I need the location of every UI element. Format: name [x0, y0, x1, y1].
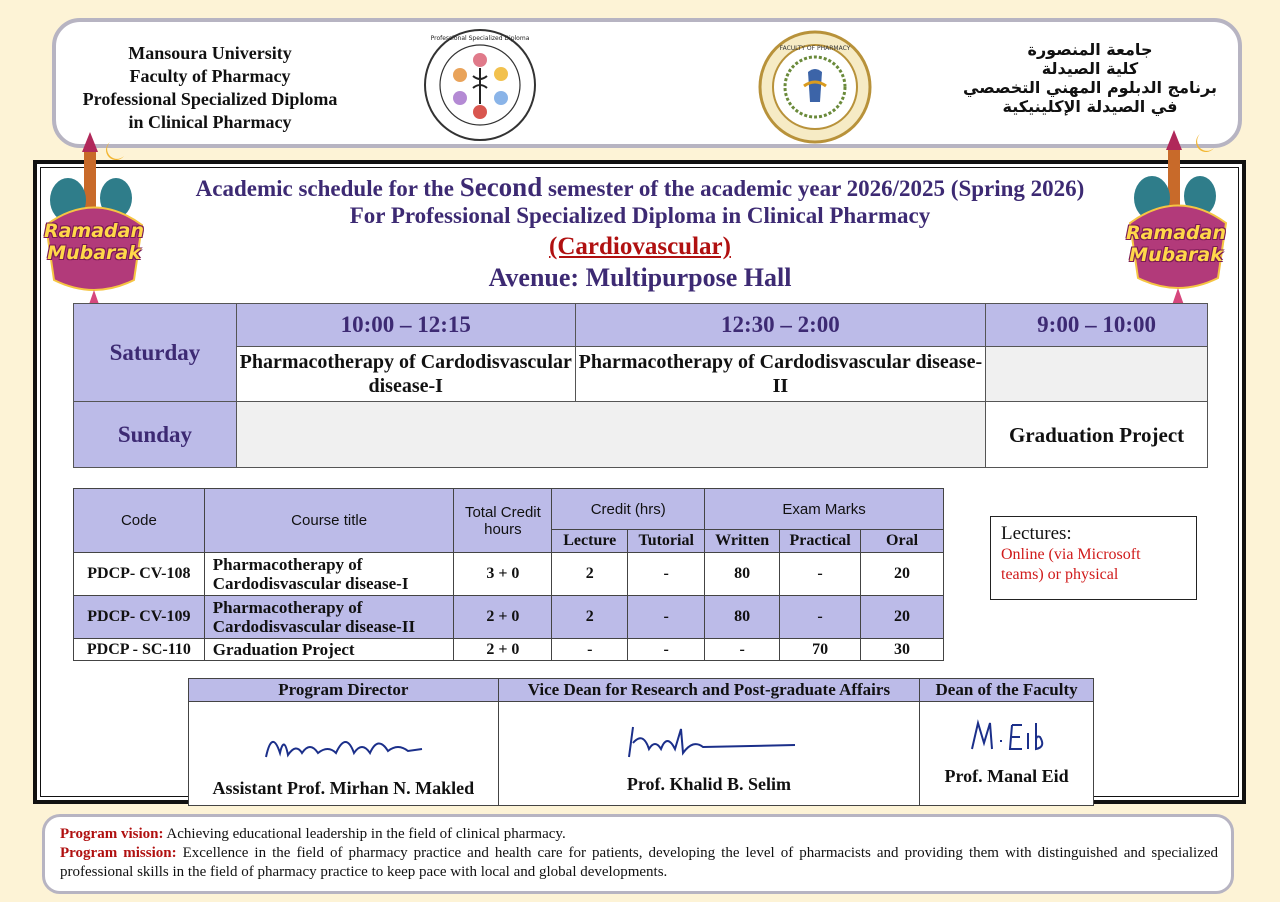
faculty-logo-text: FACULTY OF PHARMACY	[779, 45, 851, 52]
course-oral: 20	[861, 553, 944, 596]
col-written: Written	[705, 530, 780, 553]
title-suffix: semester of the academic year 2026/2025 (Spring 2026)	[547, 176, 1085, 201]
director-signature-cell	[189, 702, 499, 806]
col-lecture: Lecture	[552, 530, 628, 553]
ramadan-line: Mubarak	[1129, 244, 1223, 266]
header-en-line: in Clinical Pharmacy	[128, 112, 292, 132]
time-slot-2: 12:30 – 2:00	[575, 304, 986, 347]
stomach-icon	[494, 67, 508, 81]
brain-icon	[473, 53, 487, 67]
vision-text: Achieving educational leadership in the field of clinical pharmacy.	[166, 826, 566, 842]
course-tutorial: -	[628, 639, 705, 661]
vice-dean-title: Vice Dean for Research and Post-graduate Affairs	[498, 679, 919, 702]
course-total: 3 + 0	[454, 553, 552, 596]
sunday-slot-1-2	[236, 402, 985, 468]
day-sunday: Sunday	[74, 402, 237, 468]
course-tutorial: -	[628, 553, 705, 596]
table-row	[74, 553, 944, 596]
program-vision	[60, 825, 1218, 844]
title-line-1	[100, 172, 1180, 204]
course-total: 2 + 0	[454, 596, 552, 639]
ramadan-line: Ramadan	[1125, 222, 1227, 244]
title-emph: Second	[459, 172, 543, 202]
course-written: 80	[705, 596, 780, 639]
crescent-icon	[106, 142, 124, 160]
time-slot-1: 10:00 – 12:15	[236, 304, 575, 347]
header-ar-line: برنامج الدبلوم المهني التخصصي	[963, 78, 1217, 97]
course-practical: -	[780, 553, 861, 596]
col-tutorial: Tutorial	[628, 530, 705, 553]
col-credit-group: Credit (hrs)	[552, 489, 705, 530]
saturday-slot-3	[986, 347, 1208, 402]
liver-icon	[453, 68, 467, 82]
course-table	[73, 488, 944, 661]
header-en-line: Mansoura University	[128, 43, 292, 63]
course-written: -	[705, 639, 780, 661]
header-ar-line: في الصيدلة الإكلينيكية	[1002, 97, 1178, 116]
title-line-2: For Professional Specialized Diploma in Clinical Pharmacy	[349, 203, 931, 228]
course-title: Pharmacotherapy of Cardodisvascular disease-I	[204, 553, 454, 596]
program-logo	[423, 28, 537, 142]
course-oral: 30	[861, 639, 944, 661]
sunday-slot-3: Graduation Project	[986, 402, 1208, 468]
course-practical: 70	[780, 639, 861, 661]
header-en-line: Faculty of Pharmacy	[129, 66, 291, 86]
vision-label: Program vision:	[60, 826, 164, 842]
header-english	[60, 42, 360, 134]
header-en-line: Professional Specialized Diploma	[82, 89, 338, 109]
table-row	[74, 639, 944, 661]
mission-label: Program mission:	[60, 845, 177, 861]
col-exam-group: Exam Marks	[705, 489, 944, 530]
title-prefix: Academic schedule for the	[195, 176, 454, 201]
crescent-icon	[1196, 134, 1214, 152]
heart-icon	[473, 105, 487, 119]
col-total-credit: Total Credit hours	[454, 489, 552, 553]
vice-dean-name: Prof. Khalid B. Selim	[626, 774, 792, 794]
dean-name: Prof. Manal Eid	[944, 766, 1069, 786]
col-practical: Practical	[780, 530, 861, 553]
director-name: Assistant Prof. Mirhan N. Makled	[212, 778, 475, 798]
header-arabic	[960, 40, 1220, 116]
course-lecture: 2	[552, 553, 628, 596]
course-written: 80	[705, 553, 780, 596]
ramadan-line: Ramadan	[43, 220, 145, 242]
course-code: PDCP - SC-110	[74, 639, 205, 661]
vice-dean-signature	[619, 719, 799, 765]
course-oral: 20	[861, 596, 944, 639]
day-saturday: Saturday	[74, 304, 237, 402]
time-slot-3: 9:00 – 10:00	[986, 304, 1208, 347]
course-tutorial: -	[628, 596, 705, 639]
header-ar-line: كلية الصيدلة	[1041, 59, 1139, 78]
vice-dean-signature-cell	[498, 702, 919, 806]
program-logo-text: Professional Specialized Diploma	[430, 35, 530, 42]
saturday-slot-2: Pharmacotherapy of Cardodisvascular disease-II	[575, 347, 986, 402]
title-specialty: (Cardiovascular)	[549, 233, 731, 260]
course-code: PDCP- CV-108	[74, 553, 205, 596]
lungs-icon	[494, 91, 508, 105]
lectures-note-box	[990, 516, 1197, 600]
dean-signature	[962, 717, 1052, 757]
col-course-title: Course title	[204, 489, 454, 553]
course-lecture: 2	[552, 596, 628, 639]
lectures-label: Lectures:	[1001, 523, 1072, 544]
director-title: Program Director	[189, 679, 499, 702]
ramadan-line: Mubarak	[47, 242, 141, 264]
header-ar-line: جامعة المنصورة	[1027, 40, 1153, 59]
dean-signature-cell	[920, 702, 1094, 806]
kidney-icon	[453, 91, 467, 105]
saturday-slot-1: Pharmacotherapy of Cardodisvascular disease-I	[236, 347, 575, 402]
col-oral: Oral	[861, 530, 944, 553]
lectures-mode: Online (via Microsoft teams) or physical	[1001, 546, 1141, 583]
title-venue: Avenue: Multipurpose Hall	[488, 263, 792, 292]
course-lecture: -	[552, 639, 628, 661]
program-mission	[60, 844, 1218, 882]
footer-text	[60, 825, 1218, 882]
course-practical: -	[780, 596, 861, 639]
course-total: 2 + 0	[454, 639, 552, 661]
dean-title: Dean of the Faculty	[920, 679, 1094, 702]
course-title: Graduation Project	[204, 639, 454, 661]
col-code: Code	[74, 489, 205, 553]
signature-table	[188, 678, 1094, 806]
table-row	[74, 596, 944, 639]
mortar-icon	[808, 69, 822, 102]
mission-text: Excellence in the field of pharmacy practice and health care for patients, developing the level of pharmacists and providing them with distinguished and specialized professional skills in the field of pharmacy practice to keep pace with local and global developments.	[60, 845, 1219, 880]
director-signature	[258, 723, 428, 769]
course-title: Pharmacotherapy of Cardodisvascular disease-II	[204, 596, 454, 639]
course-code: PDCP- CV-109	[74, 596, 205, 639]
schedule-table	[73, 303, 1208, 468]
faculty-logo	[758, 30, 872, 144]
